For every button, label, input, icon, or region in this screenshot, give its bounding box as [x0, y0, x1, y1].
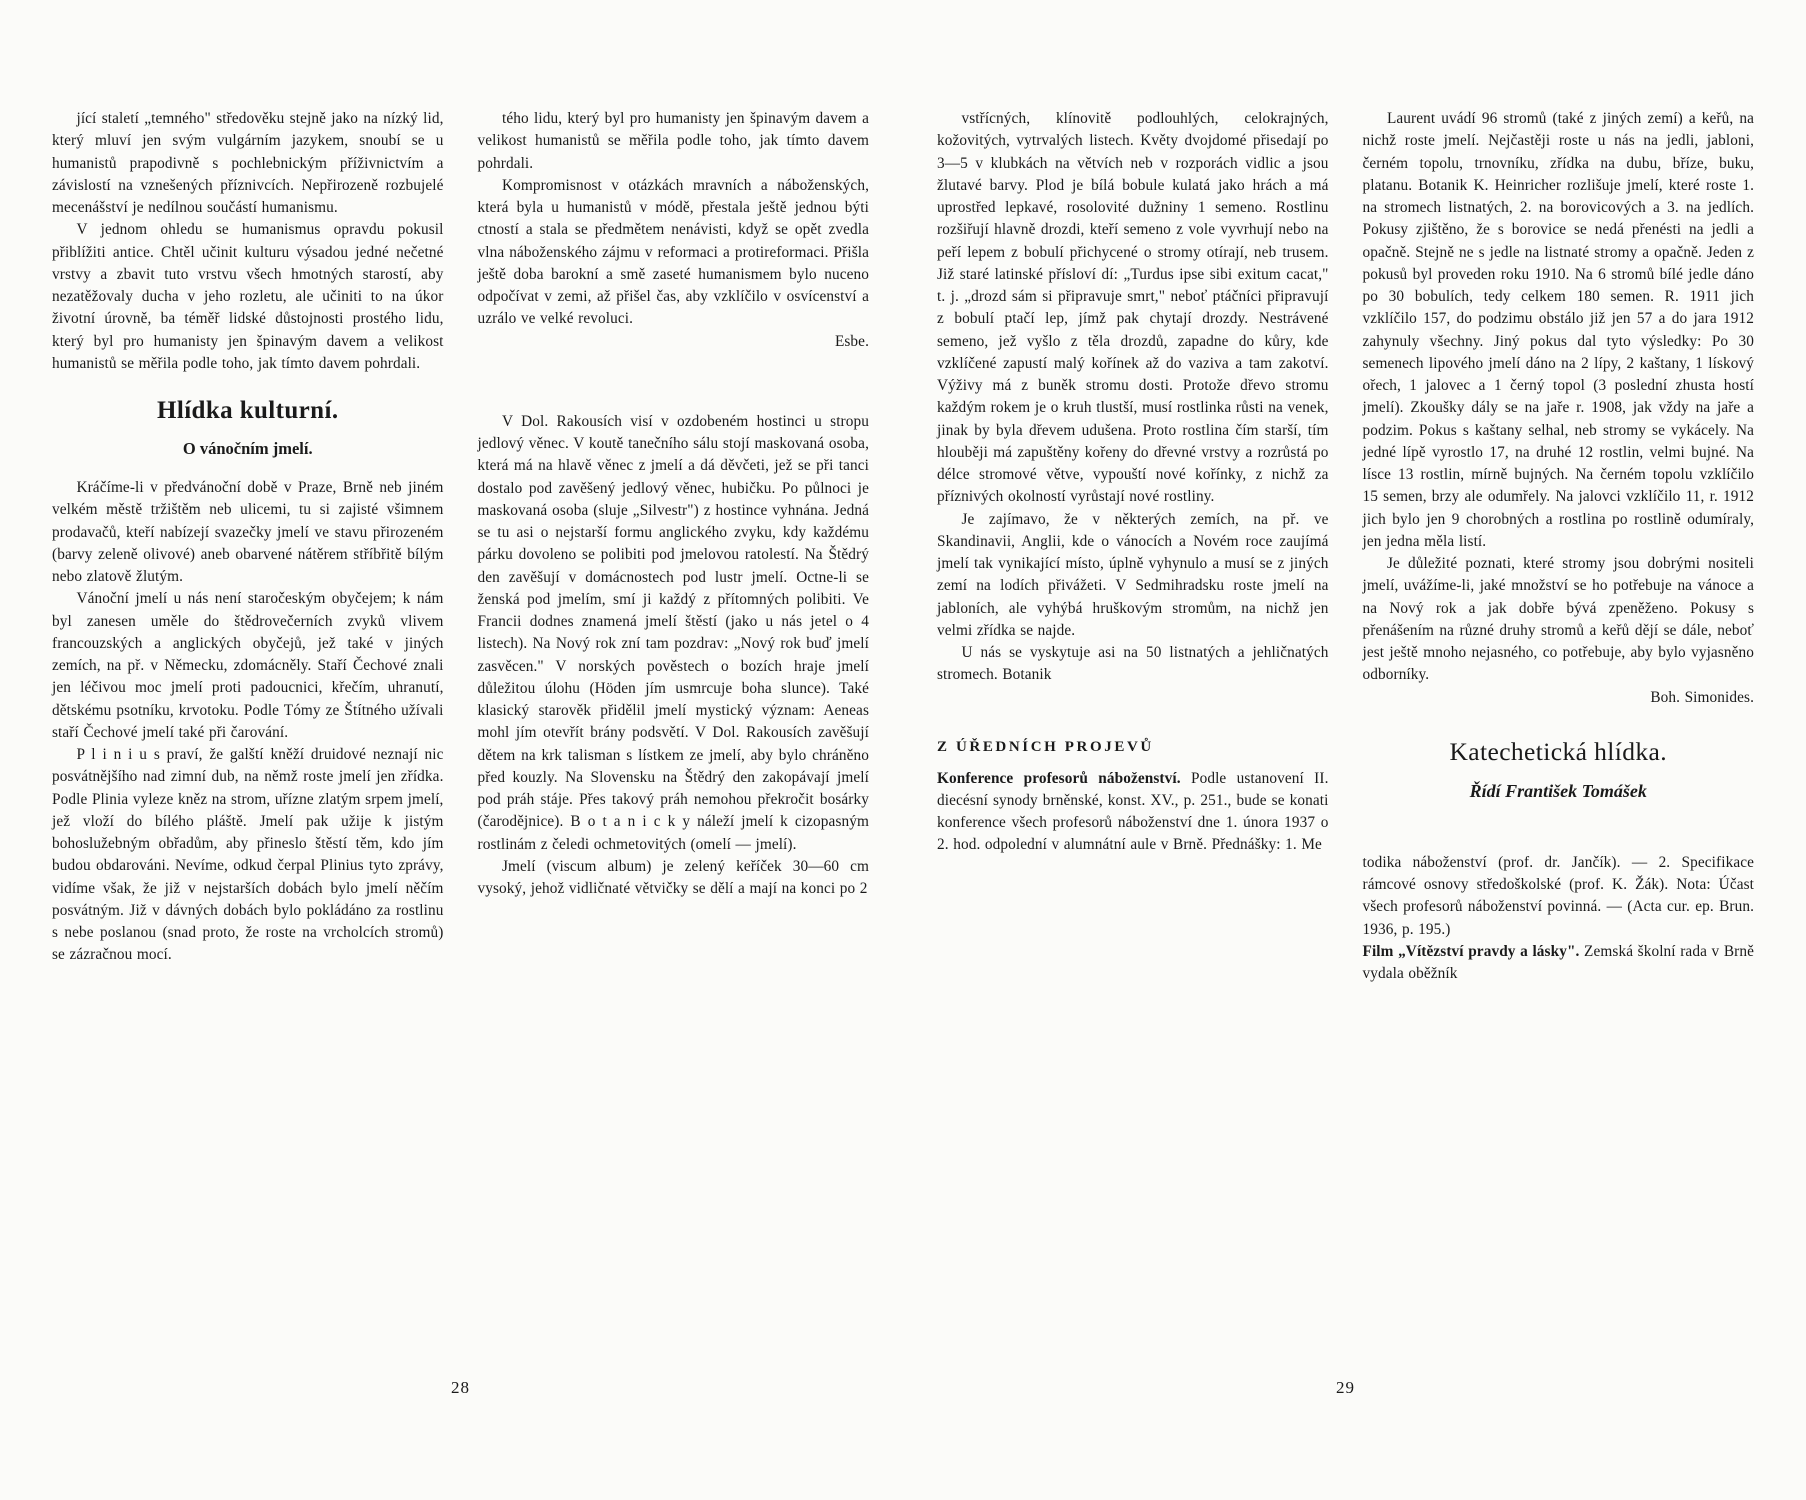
notice-item	[937, 768, 1329, 857]
paragraph: Kompromisnost v otázkách mravních a náboženských, která byla u humanistů v módě, přestala ještě jednou býti ctností a stala se předmětem nenávisti, když se opět zvedla vlna náboženského zájmu v reformaci a protireformaci. Přišla ještě doba barokní a smě zaseté humanismem bylo nuceno odpočívat v zemi, až přišel čas, aby vzklíčilo v osvícenství a uzrálo ve velké revoluci.	[477, 176, 869, 328]
article-signature: Esbe.	[834, 332, 869, 350]
paragraph: U nás se vyskytuje asi na 50 listnatých a jehličnatých stromech. Botanik	[937, 644, 1329, 684]
rubric-uredni-projevy: Z ÚŘEDNÍCH PROJEVŮ	[937, 738, 1154, 755]
spread	[52, 108, 1754, 1398]
notice-text-continuation: todika náboženství (prof. dr. Jančík). — 2. Specifikace rámcové osnovy středoškolské (prof. K. Žák). Nota: Účast všech profesorů náboženství povinná. — (Acta cur. ep. Brun. 1936, p. 195.)	[1362, 853, 1754, 938]
notice-item-continuation	[1363, 852, 1755, 941]
paragraph: Je důležité poznati, které stromy jsou dobrými nositeli jmelí, uvážíme-li, jaké množství se ho potřebuje na vánoce a na Nový rok a jak dobře bývá zpeněženo. Pokusy s přenášením na různé druhy stromů a keřů dějí se dále, neboť jest ještě mnoho nejasného, co potřebuje, aby bylo vyjasněno odborníky.	[1362, 555, 1754, 684]
paragraph: Vánoční jmelí u nás není staročeským obyčejem; k nám byl zanesen uměle do štědrovečerních zvyků vlivem francouzských a anglických obyčejů, jež také v jiných zemích, na př. v Německu, zdomácněly. Staří Čechové znali jen léčivou moc jmelí proti padoucnici, křečím, uhranutí, dětskému psotníku, krvotoku. Podle Tómy ze Štítného užívali staří Čechové jmelí také při čarování.	[52, 590, 444, 741]
paragraph: jící staletí „temného" středověku stejně jako na nízký lid, který mluví jen svým vulgárním jazykem, snoubí se u humanistů prapodivně s pochlebnickým příživnictvím a závislostí na vznešených příznivcích. Nepřirozeně rozbujelé mecenášství je nedílnou součástí humanismu.	[52, 110, 444, 216]
page-right-columns	[937, 108, 1754, 1360]
page-left-columns	[52, 108, 869, 1360]
folio-number-right: 29	[1336, 1378, 1355, 1397]
notice-item	[1363, 941, 1755, 986]
paragraph: P l i n i u s praví, že galští kněží druidové neznají nic posvátnějšího nad zimní dub, na němž roste jmelí jen zřídka. Podle Plinia vyleze kněz na strom, uřízne zlatým srpem jmelí, jež vloží do bílého pláště. Jmelí pak užije k jistým bohoslužebným obřadům, aby přineslo štěstí těm, kdo jím budou obdarováni. Nevíme, odkud čerpal Plinius tyto zprávy, vidíme však, že již v nejstarších dobách bylo jmelí něčím posvátným. Již v dávných dobách bylo pokládáno za rostlinu s nebe poslanou (snad proto, že roste na vrcholcích stromů) se zázračnou mocí.	[52, 746, 444, 964]
paragraph: vstřícných, klínovitě podlouhlých, celokrajných, kožovitých, vytrvalých listech. Květy dvojdomé přisedají po 3—5 v klubkách na větvích neb v rozporách vidlic a jsou žlutavé barvy. Plod je bílá bobule kulatá jako hrách a má uprostřed lepkavé, rosolovité dužniny 1 semeno. Rostlinu rozšiřují hlavně drozdi, kteří semeno z vole vyvrhují nebo na peří lepem z bobulí přichycené o stromy otírají, neb trusem. Již staré latinské přísloví dí: „Turdus ipse sibi exitum cacat," t. j. „drozd sám si připravuje smrt," neboť ptáčníci připravují z bobulí ptačí lep, jímž pak chytají drozdy. Nestrávené semeno, jež vyšlo z těla drozdů, zapadne do kůry, kde vzklíčené zapustí malý kořínek až do vaziva a tam zakotví. Výživy má z buněk stromu dosti. Protože dřevo stromu každým rokem je o kruh tlustší, musí rostlinka růsti na venek, jinak by byla dřevem udušena. Proto rostlina čím starší, tím hlouběji má zapuštěny kořeny do dřevné vrstvy a rozrůstá po délce stromové větve, vypouští nové kořínky, z nichž za příznivých okolností vyrůstají nové rostliny.	[937, 110, 1329, 506]
article-signature: Boh. Simonides.	[1650, 688, 1754, 706]
paragraph: Laurent uvádí 96 stromů (také z jiných zemí) a keřů, na nichž roste jmelí. Nejčastěji roste u nás na jedli, jabloni, černém topolu, trnovníku, zřídka na dubu, bříze, buku, platanu. Botanik K. Heinricher rozlišuje jmelí, které roste 1. na stromech listnatých, 2. na borovicových a 3. na jedlích. Pokusy zjištěno, že s borovice se nedá přenésti na jedli a opačně. Stejně ne s jedle na listnaté stromy a opačně. Jeden z pokusů byl proveden roku 1910. Na 6 stromů bílé jedle dáno po 30 bobulích, tedy celkem 180 semen. R. 1911 jich vzklíčilo 157, do podzimu obstálo již jen 57 a do jara 1912 zahynuly všechny. Jiný pokus dal tyto výsledky: Po 30 semenech lipového jmelí dáno na 2 lípy, 2 kaštany, 1 lískový ořech, 1 jalovec a 1 černý topol (3 poslední zhusta hostí jmelí). Zkoušky dály se na jaře r. 1908, jak vždy na jaře a podzim. Pokus s kaštany selhal, neb stromy se vykácely. Na jedné lípě vyrostlo 17, na druhé 12 rostlin, velmi bujné. Na lísce 13 rostlin, mírně bujných. Na černém topolu vzklíčilo 15 semen, brzy ale odumřely. Na jalovci vzklíčilo 11, r. 1912 jich bylo jen 9 chorobných a rostlina po rostlině odumíraly, jen jedna měla listí.	[1362, 110, 1754, 550]
paragraph: Jmelí (viscum album) je zelený keříček 30—60 cm vysoký, jehož vidličnaté větvičky se dělí a mají na konci po 2	[477, 857, 869, 897]
folio-number-left: 28	[451, 1378, 470, 1397]
paragraph: V jednom ohledu se humanismus opravdu pokusil přiblížiti antice. Chtěl učinit kulturu výsadou jedné nečetné vrstvy a zbavit tuto vrstvu všech hmotných starostí, aby nezatěžovaly ducha v jeho rozletu, ale učiniti to na úkor životní úrovně, ba téměř lidské důstojnosti prostého lidu, který byl pro humanisty jen špinavým davem a velikost humanistů se měřila podle toho, jak tímto davem pohrdali.	[52, 221, 444, 372]
notice-text: Podle ustanovení II. diecésní synody brněnské, konst. XV., p. 251., bude se konati konference všech profesorů náboženství dne 1. února 1937 o 2. hod. odpolední v alumnátní aule v Brně. Přednášky: 1. Me	[937, 769, 1329, 854]
paragraph: Je zajímavo, že v některých zemích, na př. ve Skandinavii, Anglii, kde o vánocích a Novém roce zaujímá jmelí tak vynikající místo, úplně vyhynulo a musí se z jiných zemí na lodích přivážeti. V Sedmihradsku roste jmelí na jabloních, ale vyhýbá hruškovým stromům, na nichž jen velmi zřídka se najde.	[937, 510, 1329, 639]
notice-text: Zemská školní rada v Brně vydala oběžník	[1362, 942, 1754, 982]
page-left-column-2	[478, 108, 870, 1360]
section-title-hlidka-kulturni: Hlídka kulturní.	[157, 397, 339, 424]
article-title-o-vanocnim-jmeli: O vánočním jmelí.	[182, 439, 313, 458]
paragraph: V Dol. Rakousích visí v ozdobeném hostinci u stropu jedlový věnec. V koutě tanečního sálu stojí maskovaná osoba, která má na hlavě věnec z jmelí a dá děvčeti, jež se při tanci dostalo pod zavěšený jedlový věnec, hubičku. Po půlnoci je maskovaná osoba (sluje „Silvestr") z hostince vyhnána. Jedná se tu asi o nejstarší formu anglického zvyku, kdy každému párku dovoleno se polibiti pod jmelovou ratolestí. Na Štědrý den zavěšují v domácnostech pod lustr jmelí. Octne-li se ženská pod jmelím, smí ji každý z přítomných polibiti. Ve Francii dodnes znamená jmelí štěstí (jako u nás jetel o 4 listech). Na Nový rok zní tam pozdrav: „Nový rok buď jmelí zasvěcen." V norských pověstech o bozích hraje jmelí důležitou úlohu (Höden jím usmrcuje boha slunce). Také klasický starověk přidělil jmelí mystický význam: Aeneas mohl jím otevřít brány podsvětí. V Dol. Rakousích zavěšují dětem na krk talisman s lístkem ze jmelí, aby bylo chráněno před kouzly. Na Slovensku na Štědrý den zakopávají jmelí pod práh stáje. Přes takový práh nemohou překročit bosárky (čarodějnice). B o t a n i c k y náleží jmelí k cizopasným rostlinám z čeledi ochmetovitých (omelí — jmelí).	[477, 412, 869, 853]
page-left	[52, 108, 903, 1398]
notice-lead: Film „Vítězství pravdy a lásky".	[1362, 942, 1580, 960]
notice-lead: Konference profesorů náboženství.	[937, 769, 1181, 787]
paragraph: Kráčíme-li v předvánoční době v Praze, Brně neb jiném velkém městě tržištěm neb ulicemi, tu si zajisté všimnem prodavačů, kteří nabízejí svazečky jmelí ve stavu přirozeném (barvy zeleně olivové) aneb obarvené nátěrem stříbřitě bílým nebo zlatově žlutým.	[52, 479, 444, 585]
spacer	[478, 353, 870, 411]
section-editor: Řídí František Tomášek	[1469, 780, 1647, 801]
page-right	[903, 108, 1754, 1398]
section-title-katecheticka-hlidka: Katechetická hlídka.	[1449, 736, 1668, 766]
page-left-column-1	[52, 108, 444, 1360]
paragraph: tého lidu, který byl pro humanisty jen špinavým davem a velikost humanistů se měřila podle toho, jak tímto davem pohrdali.	[477, 110, 869, 172]
spacer	[1363, 822, 1755, 852]
spacer	[937, 687, 1329, 739]
page-right-column-2	[1363, 108, 1755, 1360]
page-right-column-1	[937, 108, 1329, 1360]
